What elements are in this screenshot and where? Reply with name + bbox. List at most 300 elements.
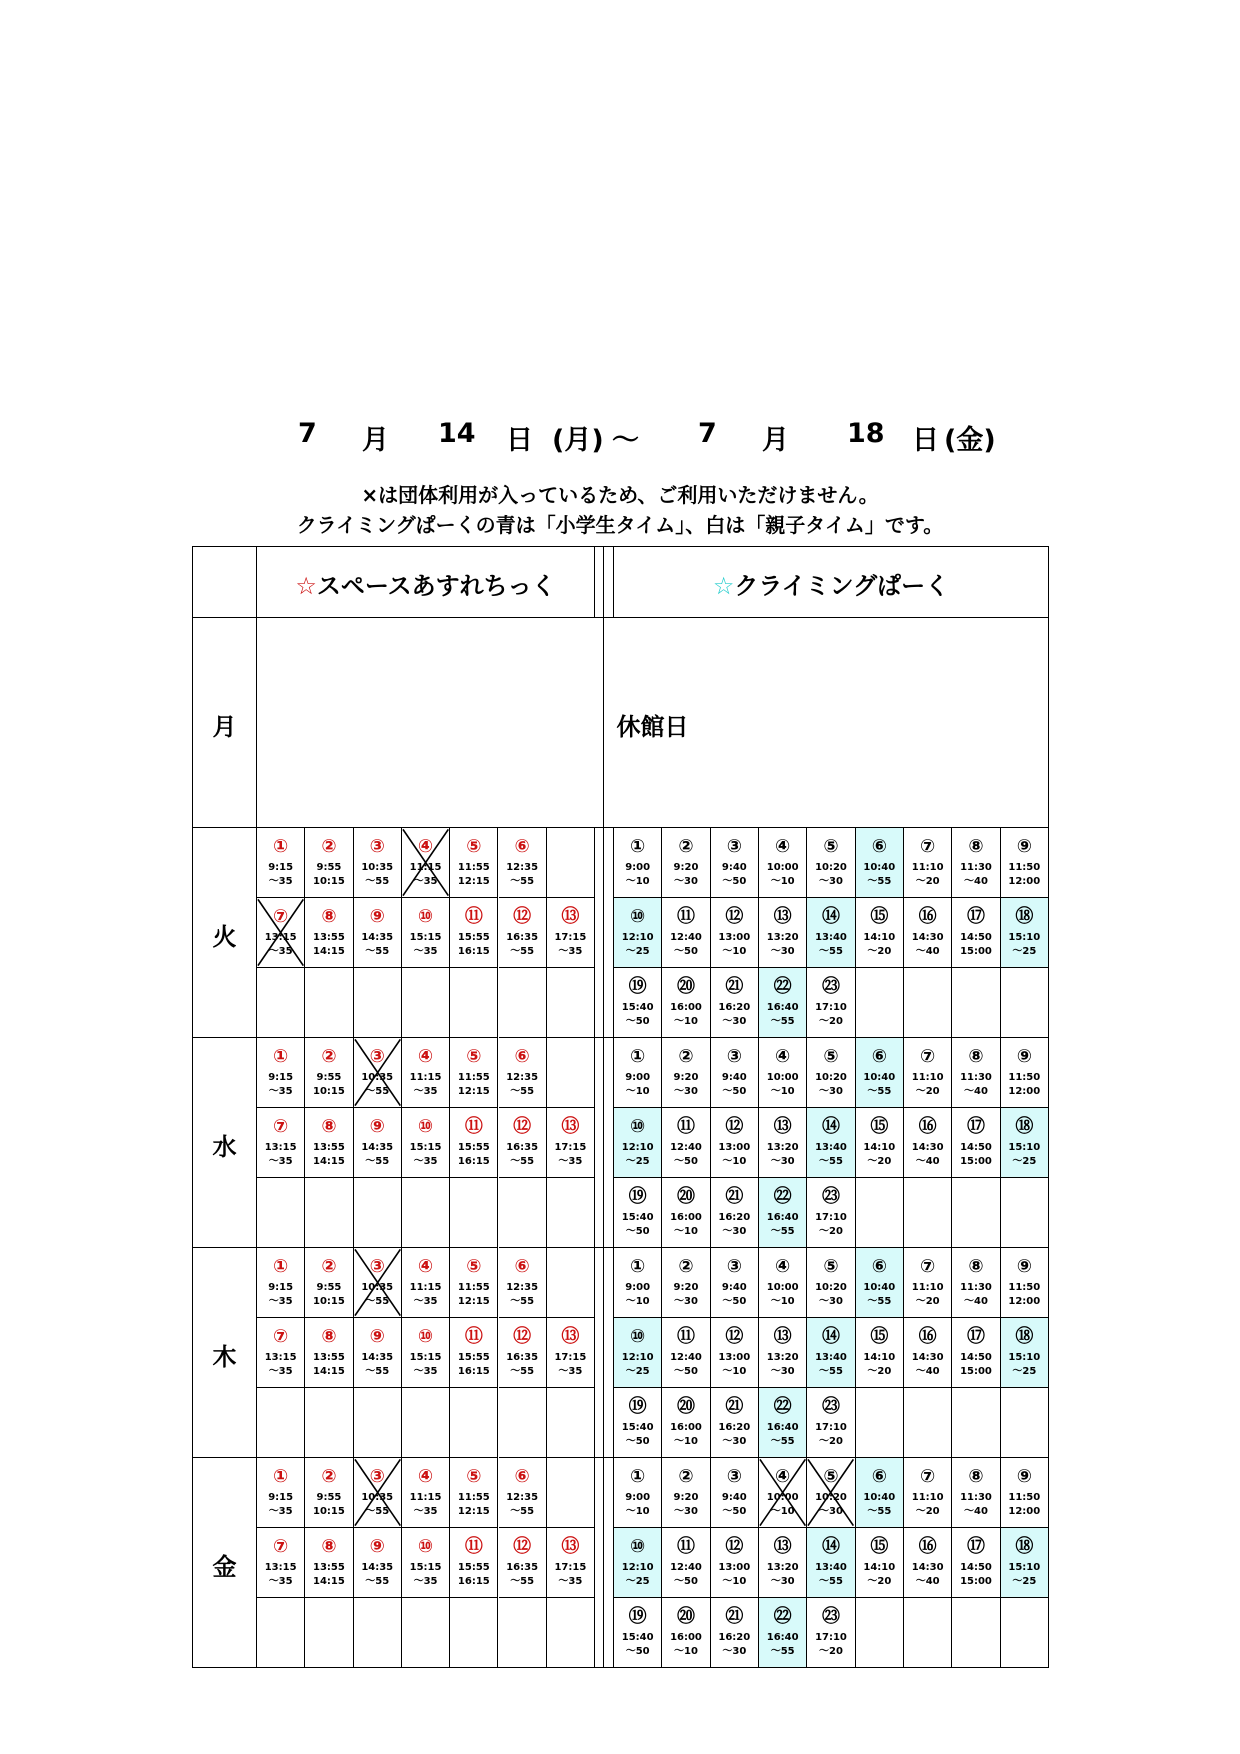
slot-number: ⑫ bbox=[513, 1116, 532, 1137]
slot-end-time: ～55 bbox=[365, 1296, 390, 1307]
space-athletic-title bbox=[257, 566, 594, 601]
time-slot bbox=[662, 898, 710, 968]
slot-start-time: 11:55 bbox=[457, 1492, 490, 1503]
time-slot bbox=[450, 828, 498, 898]
unavailable-x-icon bbox=[257, 898, 304, 967]
section-divider bbox=[595, 828, 614, 1038]
time-slot bbox=[450, 1178, 498, 1248]
slot-number: ③ bbox=[726, 1046, 742, 1067]
slot-number: ⑬ bbox=[773, 1326, 792, 1347]
time-slot bbox=[759, 1388, 807, 1458]
time-slot bbox=[904, 898, 952, 968]
slot-start-time: 11:55 bbox=[457, 862, 490, 873]
slot-number: ③ bbox=[726, 836, 742, 857]
slot-number: ⑯ bbox=[918, 906, 937, 927]
slot-end-time: 10:15 bbox=[313, 1506, 345, 1517]
time-slot bbox=[711, 1388, 759, 1458]
slot-start-time: 14:35 bbox=[361, 1562, 394, 1573]
slot-number: ⑧ bbox=[968, 1256, 984, 1277]
slot-start-time: 11:55 bbox=[457, 1072, 490, 1083]
slot-start-time: 10:00 bbox=[766, 1072, 799, 1083]
slot-start-time: 15:55 bbox=[457, 1142, 490, 1153]
time-slot bbox=[711, 1248, 759, 1318]
time-slot bbox=[1001, 1528, 1049, 1598]
slot-end-time: ～50 bbox=[625, 1436, 650, 1447]
slot-end-time: ～50 bbox=[674, 946, 698, 957]
time-slot bbox=[952, 1318, 1000, 1388]
start-weekday: (月) bbox=[552, 425, 604, 456]
slot-end-time: ～55 bbox=[510, 876, 535, 887]
slot-end-time: ～55 bbox=[510, 1366, 535, 1377]
slot-start-time: 16:40 bbox=[766, 1422, 799, 1433]
slot-end-time: ～30 bbox=[674, 876, 698, 887]
slot-start-time: 16:20 bbox=[718, 1002, 751, 1013]
time-slot bbox=[547, 1318, 595, 1388]
red-star-icon: ☆ bbox=[295, 572, 317, 600]
slot-number: ⑦ bbox=[273, 1536, 289, 1557]
slot-start-time: 15:40 bbox=[621, 1632, 654, 1643]
time-slot bbox=[952, 1038, 1000, 1108]
slot-number: ⑪ bbox=[464, 906, 483, 927]
slot-number: ㉒ bbox=[773, 1606, 792, 1627]
day-label: 水 bbox=[212, 1133, 237, 1161]
slot-start-time: 15:10 bbox=[1008, 932, 1041, 943]
slot-start-time: 16:00 bbox=[670, 1002, 702, 1013]
time-slot bbox=[402, 1248, 450, 1318]
slot-number: ⑰ bbox=[966, 1326, 985, 1347]
slot-number: ⑪ bbox=[676, 1326, 695, 1347]
time-slot bbox=[305, 1178, 353, 1248]
slot-end-time: ～55 bbox=[867, 1296, 892, 1307]
slot-number: ⑬ bbox=[561, 1536, 580, 1557]
day-label-1: 日 bbox=[506, 425, 533, 456]
time-slot bbox=[614, 1388, 662, 1458]
slot-number: ⑨ bbox=[1016, 836, 1032, 857]
time-slot bbox=[499, 1038, 547, 1108]
slot-end-time: ～35 bbox=[268, 1576, 293, 1587]
time-slot bbox=[1001, 1248, 1049, 1318]
time-slot bbox=[904, 968, 952, 1038]
slot-end-time: 10:15 bbox=[313, 876, 345, 887]
time-slot bbox=[1001, 898, 1049, 968]
slot-start-time: 14:30 bbox=[911, 1562, 944, 1573]
slot-number: ⑧ bbox=[321, 1116, 337, 1137]
slot-end-time: ～50 bbox=[625, 1646, 650, 1657]
slot-end-time: 16:15 bbox=[457, 1576, 490, 1587]
slot-start-time: 17:10 bbox=[815, 1212, 847, 1223]
slot-number: ② bbox=[321, 1256, 337, 1277]
note-color-legend: クライミングぱーくの青は「小学生タイム」、白は「親子タイム」です。 bbox=[296, 513, 944, 537]
slot-end-time: ～35 bbox=[558, 1156, 583, 1167]
slot-start-time: 13:20 bbox=[766, 1142, 799, 1153]
slot-start-time: 13:15 bbox=[264, 1562, 297, 1573]
slot-number: ② bbox=[678, 1046, 694, 1067]
slot-number: ⑭ bbox=[821, 1116, 840, 1137]
time-slot bbox=[547, 898, 595, 968]
slot-number: ② bbox=[678, 1256, 694, 1277]
slot-end-time: ～35 bbox=[413, 946, 438, 957]
slot-end-time: 15:00 bbox=[960, 1156, 992, 1167]
slot-start-time: 10:20 bbox=[815, 1072, 847, 1083]
slot-end-time: ～55 bbox=[510, 946, 535, 957]
time-slot bbox=[1001, 1458, 1049, 1528]
slot-number: ⑩ bbox=[417, 906, 434, 927]
slot-number: ⑫ bbox=[725, 1116, 744, 1137]
slot-start-time: 16:35 bbox=[506, 932, 539, 943]
slot-number: ④ bbox=[775, 1256, 791, 1277]
date-range-title bbox=[0, 418, 1240, 468]
end-weekday: (金) bbox=[944, 425, 996, 456]
slot-end-time: 12:15 bbox=[457, 1506, 490, 1517]
slot-end-time: ～35 bbox=[413, 1156, 438, 1167]
slot-end-time: ～35 bbox=[558, 1576, 583, 1587]
slot-end-time: ～35 bbox=[558, 946, 583, 957]
time-slot bbox=[1001, 1038, 1049, 1108]
slot-number: ⑦ bbox=[273, 1116, 289, 1137]
slot-end-time: ～20 bbox=[915, 1086, 940, 1097]
slot-start-time: 10:35 bbox=[361, 1072, 394, 1083]
slot-end-time: ～40 bbox=[915, 1366, 940, 1377]
slot-start-time: 13:55 bbox=[313, 1352, 345, 1363]
slot-start-time: 11:50 bbox=[1008, 1282, 1041, 1293]
slot-end-time: 16:15 bbox=[457, 1156, 490, 1167]
slot-number: ⑮ bbox=[870, 1536, 889, 1557]
time-slot bbox=[856, 1178, 904, 1248]
time-slot bbox=[711, 1178, 759, 1248]
day-label: 木 bbox=[212, 1343, 237, 1371]
slot-end-time: ～35 bbox=[413, 876, 438, 887]
time-slot bbox=[257, 1458, 305, 1528]
slot-number: ⑬ bbox=[561, 1326, 580, 1347]
slot-number: ⑩ bbox=[417, 1536, 434, 1557]
slot-end-time: ～55 bbox=[365, 1506, 390, 1517]
slot-number: ⑪ bbox=[676, 1116, 695, 1137]
slot-end-time: ～55 bbox=[510, 1156, 535, 1167]
slot-number: ⑦ bbox=[273, 1326, 289, 1347]
slot-start-time: 9:40 bbox=[721, 1072, 747, 1083]
slot-start-time: 13:20 bbox=[766, 1562, 799, 1573]
slot-start-time: 9:20 bbox=[673, 1282, 699, 1293]
time-slot bbox=[807, 1598, 855, 1668]
time-slot bbox=[904, 1458, 952, 1528]
time-slot bbox=[1001, 968, 1049, 1038]
slot-start-time: 14:50 bbox=[960, 932, 992, 943]
time-slot bbox=[499, 1318, 547, 1388]
slot-number: ② bbox=[678, 1466, 694, 1487]
slot-end-time: ～10 bbox=[674, 1226, 698, 1237]
slot-start-time: 11:30 bbox=[960, 1492, 992, 1503]
slot-start-time: 9:15 bbox=[268, 862, 294, 873]
slot-number: ⑮ bbox=[870, 1326, 889, 1347]
time-slot bbox=[856, 1108, 904, 1178]
time-slot bbox=[257, 1178, 305, 1248]
slot-end-time: ～35 bbox=[268, 876, 293, 887]
slot-end-time: ～50 bbox=[722, 1086, 747, 1097]
time-slot bbox=[354, 1178, 402, 1248]
time-slot bbox=[257, 1108, 305, 1178]
slot-number: ⑫ bbox=[513, 1536, 532, 1557]
slot-number: ③ bbox=[369, 1046, 385, 1067]
time-slot bbox=[547, 1038, 595, 1108]
slot-end-time: ～25 bbox=[1012, 946, 1037, 957]
slot-end-time: ～20 bbox=[867, 1576, 892, 1587]
time-slot bbox=[1001, 1388, 1049, 1458]
slot-end-time: ～55 bbox=[365, 876, 390, 887]
slot-start-time: 13:15 bbox=[264, 1142, 297, 1153]
time-slot bbox=[759, 898, 807, 968]
time-slot bbox=[856, 898, 904, 968]
slot-end-time: ～55 bbox=[510, 1086, 535, 1097]
slot-end-time: ～35 bbox=[268, 1506, 293, 1517]
slot-start-time: 11:10 bbox=[911, 1492, 944, 1503]
time-slot bbox=[759, 1038, 807, 1108]
slot-end-time: ～55 bbox=[819, 1366, 843, 1377]
slot-start-time: 10:20 bbox=[815, 862, 847, 873]
slot-end-time: ～10 bbox=[722, 1156, 747, 1167]
time-slot bbox=[759, 1598, 807, 1668]
time-slot bbox=[499, 1248, 547, 1318]
time-slot bbox=[807, 828, 855, 898]
slot-start-time: 13:15 bbox=[264, 1352, 297, 1363]
time-slot bbox=[354, 1458, 402, 1528]
slot-end-time: ～35 bbox=[558, 1366, 583, 1377]
closed-label: 休館日 bbox=[616, 713, 689, 741]
slot-number: ⑮ bbox=[870, 1116, 889, 1137]
slot-end-time: ～40 bbox=[964, 1506, 988, 1517]
time-slot bbox=[662, 828, 710, 898]
time-slot bbox=[856, 968, 904, 1038]
slot-start-time: 16:20 bbox=[718, 1212, 751, 1223]
slot-number: ⑤ bbox=[823, 1256, 839, 1277]
section-divider bbox=[595, 1248, 614, 1458]
section-divider bbox=[595, 546, 614, 618]
slot-start-time: 9:00 bbox=[625, 1282, 651, 1293]
slot-end-time: ～55 bbox=[867, 1506, 892, 1517]
slot-number: ⑫ bbox=[725, 1536, 744, 1557]
time-slot bbox=[952, 828, 1000, 898]
time-slot bbox=[402, 1108, 450, 1178]
slot-start-time: 15:55 bbox=[457, 932, 490, 943]
slot-start-time: 16:00 bbox=[670, 1422, 702, 1433]
slot-end-time: ～10 bbox=[770, 1506, 795, 1517]
slot-end-time: ～55 bbox=[867, 876, 892, 887]
slot-number: ② bbox=[678, 836, 694, 857]
slot-end-time: ～55 bbox=[770, 1646, 795, 1657]
time-slot bbox=[952, 1458, 1000, 1528]
time-slot bbox=[711, 828, 759, 898]
time-slot bbox=[662, 1038, 710, 1108]
day-cell bbox=[192, 828, 257, 1038]
time-slot bbox=[904, 1038, 952, 1108]
slot-end-time: ～35 bbox=[413, 1576, 438, 1587]
slot-end-time: ～20 bbox=[819, 1436, 843, 1447]
time-slot bbox=[856, 1318, 904, 1388]
slot-start-time: 10:20 bbox=[815, 1282, 847, 1293]
slot-number: ⑪ bbox=[676, 906, 695, 927]
slot-end-time: ～10 bbox=[770, 876, 795, 887]
slot-number: ⑬ bbox=[561, 906, 580, 927]
slot-number: ④ bbox=[417, 1046, 434, 1067]
time-slot bbox=[952, 1108, 1000, 1178]
slot-start-time: 12:40 bbox=[670, 1562, 702, 1573]
day-cell bbox=[192, 1458, 257, 1668]
slot-end-time: ～35 bbox=[268, 1366, 293, 1377]
slot-end-time: ～25 bbox=[625, 1156, 650, 1167]
time-slot bbox=[354, 1528, 402, 1598]
slot-end-time: ～30 bbox=[722, 1016, 747, 1027]
slot-start-time: 13:40 bbox=[815, 1352, 847, 1363]
time-slot bbox=[257, 828, 305, 898]
slot-number: ㉑ bbox=[725, 1396, 744, 1417]
slot-number: ⑩ bbox=[417, 1116, 434, 1137]
slot-number: ㉑ bbox=[725, 1606, 744, 1627]
slot-start-time: 10:40 bbox=[863, 1072, 896, 1083]
slot-number: ⑪ bbox=[464, 1536, 483, 1557]
slot-end-time: ～30 bbox=[674, 1296, 698, 1307]
space-athletic-name: スペースあすれちっく bbox=[316, 572, 556, 600]
slot-start-time: 12:35 bbox=[506, 1072, 539, 1083]
slot-number: ⑥ bbox=[514, 1466, 530, 1487]
time-slot bbox=[402, 1038, 450, 1108]
slot-start-time: 11:50 bbox=[1008, 1072, 1041, 1083]
slot-number: ⑳ bbox=[676, 976, 695, 997]
time-slot bbox=[305, 898, 353, 968]
time-slot bbox=[257, 1038, 305, 1108]
time-slot bbox=[759, 1318, 807, 1388]
time-slot bbox=[759, 828, 807, 898]
slot-end-time: 12:00 bbox=[1008, 1296, 1041, 1307]
slot-number: ③ bbox=[369, 1466, 385, 1487]
slot-start-time: 10:35 bbox=[361, 1282, 394, 1293]
note-group-use: ×は団体利用が入っているため、ご利用いただけません。 bbox=[361, 483, 879, 507]
slot-end-time: 15:00 bbox=[960, 1576, 992, 1587]
slot-start-time: 14:35 bbox=[361, 1142, 394, 1153]
slot-number: ⑫ bbox=[513, 906, 532, 927]
slot-end-time: ～35 bbox=[268, 1296, 293, 1307]
time-slot bbox=[904, 828, 952, 898]
slot-end-time: ～35 bbox=[268, 946, 293, 957]
slot-start-time: 10:35 bbox=[361, 1492, 394, 1503]
slot-end-time: ～30 bbox=[770, 1156, 795, 1167]
time-slot bbox=[711, 1598, 759, 1668]
time-slot bbox=[499, 1528, 547, 1598]
slot-start-time: 11:15 bbox=[409, 1282, 442, 1293]
time-slot bbox=[354, 898, 402, 968]
cyan-star-icon: ☆ bbox=[712, 572, 735, 600]
time-slot bbox=[547, 1528, 595, 1598]
time-slot bbox=[614, 1458, 662, 1528]
slot-start-time: 11:30 bbox=[960, 1282, 992, 1293]
time-slot bbox=[807, 1038, 855, 1108]
time-slot bbox=[257, 968, 305, 1038]
slot-end-time: ～10 bbox=[625, 1086, 650, 1097]
slot-start-time: 12:10 bbox=[621, 932, 654, 943]
slot-number: ⑲ bbox=[628, 976, 647, 997]
slot-end-time: ～50 bbox=[722, 876, 747, 887]
slot-number: ⑧ bbox=[321, 906, 337, 927]
slot-number: ② bbox=[321, 1046, 337, 1067]
month-label-2: 月 bbox=[762, 425, 789, 456]
slot-end-time: 15:00 bbox=[960, 946, 992, 957]
slot-end-time: ～25 bbox=[625, 1366, 650, 1377]
slot-number: ⑭ bbox=[821, 1326, 840, 1347]
time-slot bbox=[499, 1178, 547, 1248]
start-day: 14 bbox=[438, 418, 476, 449]
slot-number: ⑫ bbox=[725, 1326, 744, 1347]
day-label-2: 日 bbox=[912, 425, 939, 456]
slot-start-time: 9:20 bbox=[673, 1492, 699, 1503]
time-slot bbox=[662, 1248, 710, 1318]
slot-start-time: 12:35 bbox=[506, 1282, 539, 1293]
slot-end-time: ～20 bbox=[819, 1016, 843, 1027]
slot-end-time: ～50 bbox=[722, 1506, 747, 1517]
section-double-line bbox=[603, 546, 604, 1668]
time-slot bbox=[662, 1458, 710, 1528]
time-slot bbox=[499, 828, 547, 898]
slot-end-time: 16:15 bbox=[457, 1366, 490, 1377]
slot-number: ⑧ bbox=[321, 1326, 337, 1347]
slot-number: ⑦ bbox=[920, 836, 936, 857]
slot-end-time: ～55 bbox=[770, 1016, 795, 1027]
slot-start-time: 14:10 bbox=[863, 1562, 896, 1573]
slot-end-time: ～40 bbox=[964, 1086, 988, 1097]
slot-number: ③ bbox=[726, 1256, 742, 1277]
slot-start-time: 15:15 bbox=[409, 1142, 442, 1153]
slot-end-time: ～30 bbox=[722, 1226, 747, 1237]
slot-number: ⑰ bbox=[966, 906, 985, 927]
slot-end-time: ～55 bbox=[365, 1576, 390, 1587]
time-slot bbox=[402, 968, 450, 1038]
slot-end-time: ～40 bbox=[915, 1576, 940, 1587]
time-slot bbox=[305, 1248, 353, 1318]
slot-number: ⑪ bbox=[464, 1326, 483, 1347]
slot-start-time: 9:15 bbox=[268, 1282, 294, 1293]
slot-number: ㉓ bbox=[821, 1186, 840, 1207]
slot-number: ⑥ bbox=[871, 1466, 887, 1487]
slot-start-time: 9:40 bbox=[721, 862, 747, 873]
time-slot bbox=[354, 1248, 402, 1318]
slot-end-time: ～30 bbox=[770, 946, 795, 957]
slot-number: ② bbox=[321, 836, 337, 857]
slot-number: ⑤ bbox=[466, 836, 482, 857]
slot-number: ⑯ bbox=[918, 1536, 937, 1557]
slot-number: ⑧ bbox=[968, 836, 984, 857]
time-slot bbox=[952, 898, 1000, 968]
slot-number: ③ bbox=[369, 1256, 385, 1277]
slot-end-time: ～30 bbox=[674, 1086, 698, 1097]
slot-start-time: 14:35 bbox=[361, 1352, 394, 1363]
slot-end-time: ～40 bbox=[964, 876, 988, 887]
closed-day-cell bbox=[257, 618, 1049, 828]
time-slot bbox=[402, 1528, 450, 1598]
time-slot bbox=[856, 828, 904, 898]
slot-start-time: 17:10 bbox=[815, 1422, 847, 1433]
slot-end-time: ～55 bbox=[365, 1366, 390, 1377]
time-slot bbox=[1001, 1108, 1049, 1178]
time-slot bbox=[904, 1248, 952, 1318]
slot-number: ⑧ bbox=[321, 1536, 337, 1557]
slot-end-time: ～30 bbox=[722, 1646, 747, 1657]
day-cell bbox=[192, 1248, 257, 1458]
slot-start-time: 15:40 bbox=[621, 1212, 654, 1223]
slot-end-time: ～10 bbox=[722, 1366, 747, 1377]
slot-number: ⑥ bbox=[514, 1046, 530, 1067]
time-slot bbox=[759, 968, 807, 1038]
slot-end-time: ～40 bbox=[964, 1296, 988, 1307]
slot-number: ㉓ bbox=[821, 976, 840, 997]
slot-end-time: 12:00 bbox=[1008, 1086, 1041, 1097]
time-slot bbox=[547, 968, 595, 1038]
